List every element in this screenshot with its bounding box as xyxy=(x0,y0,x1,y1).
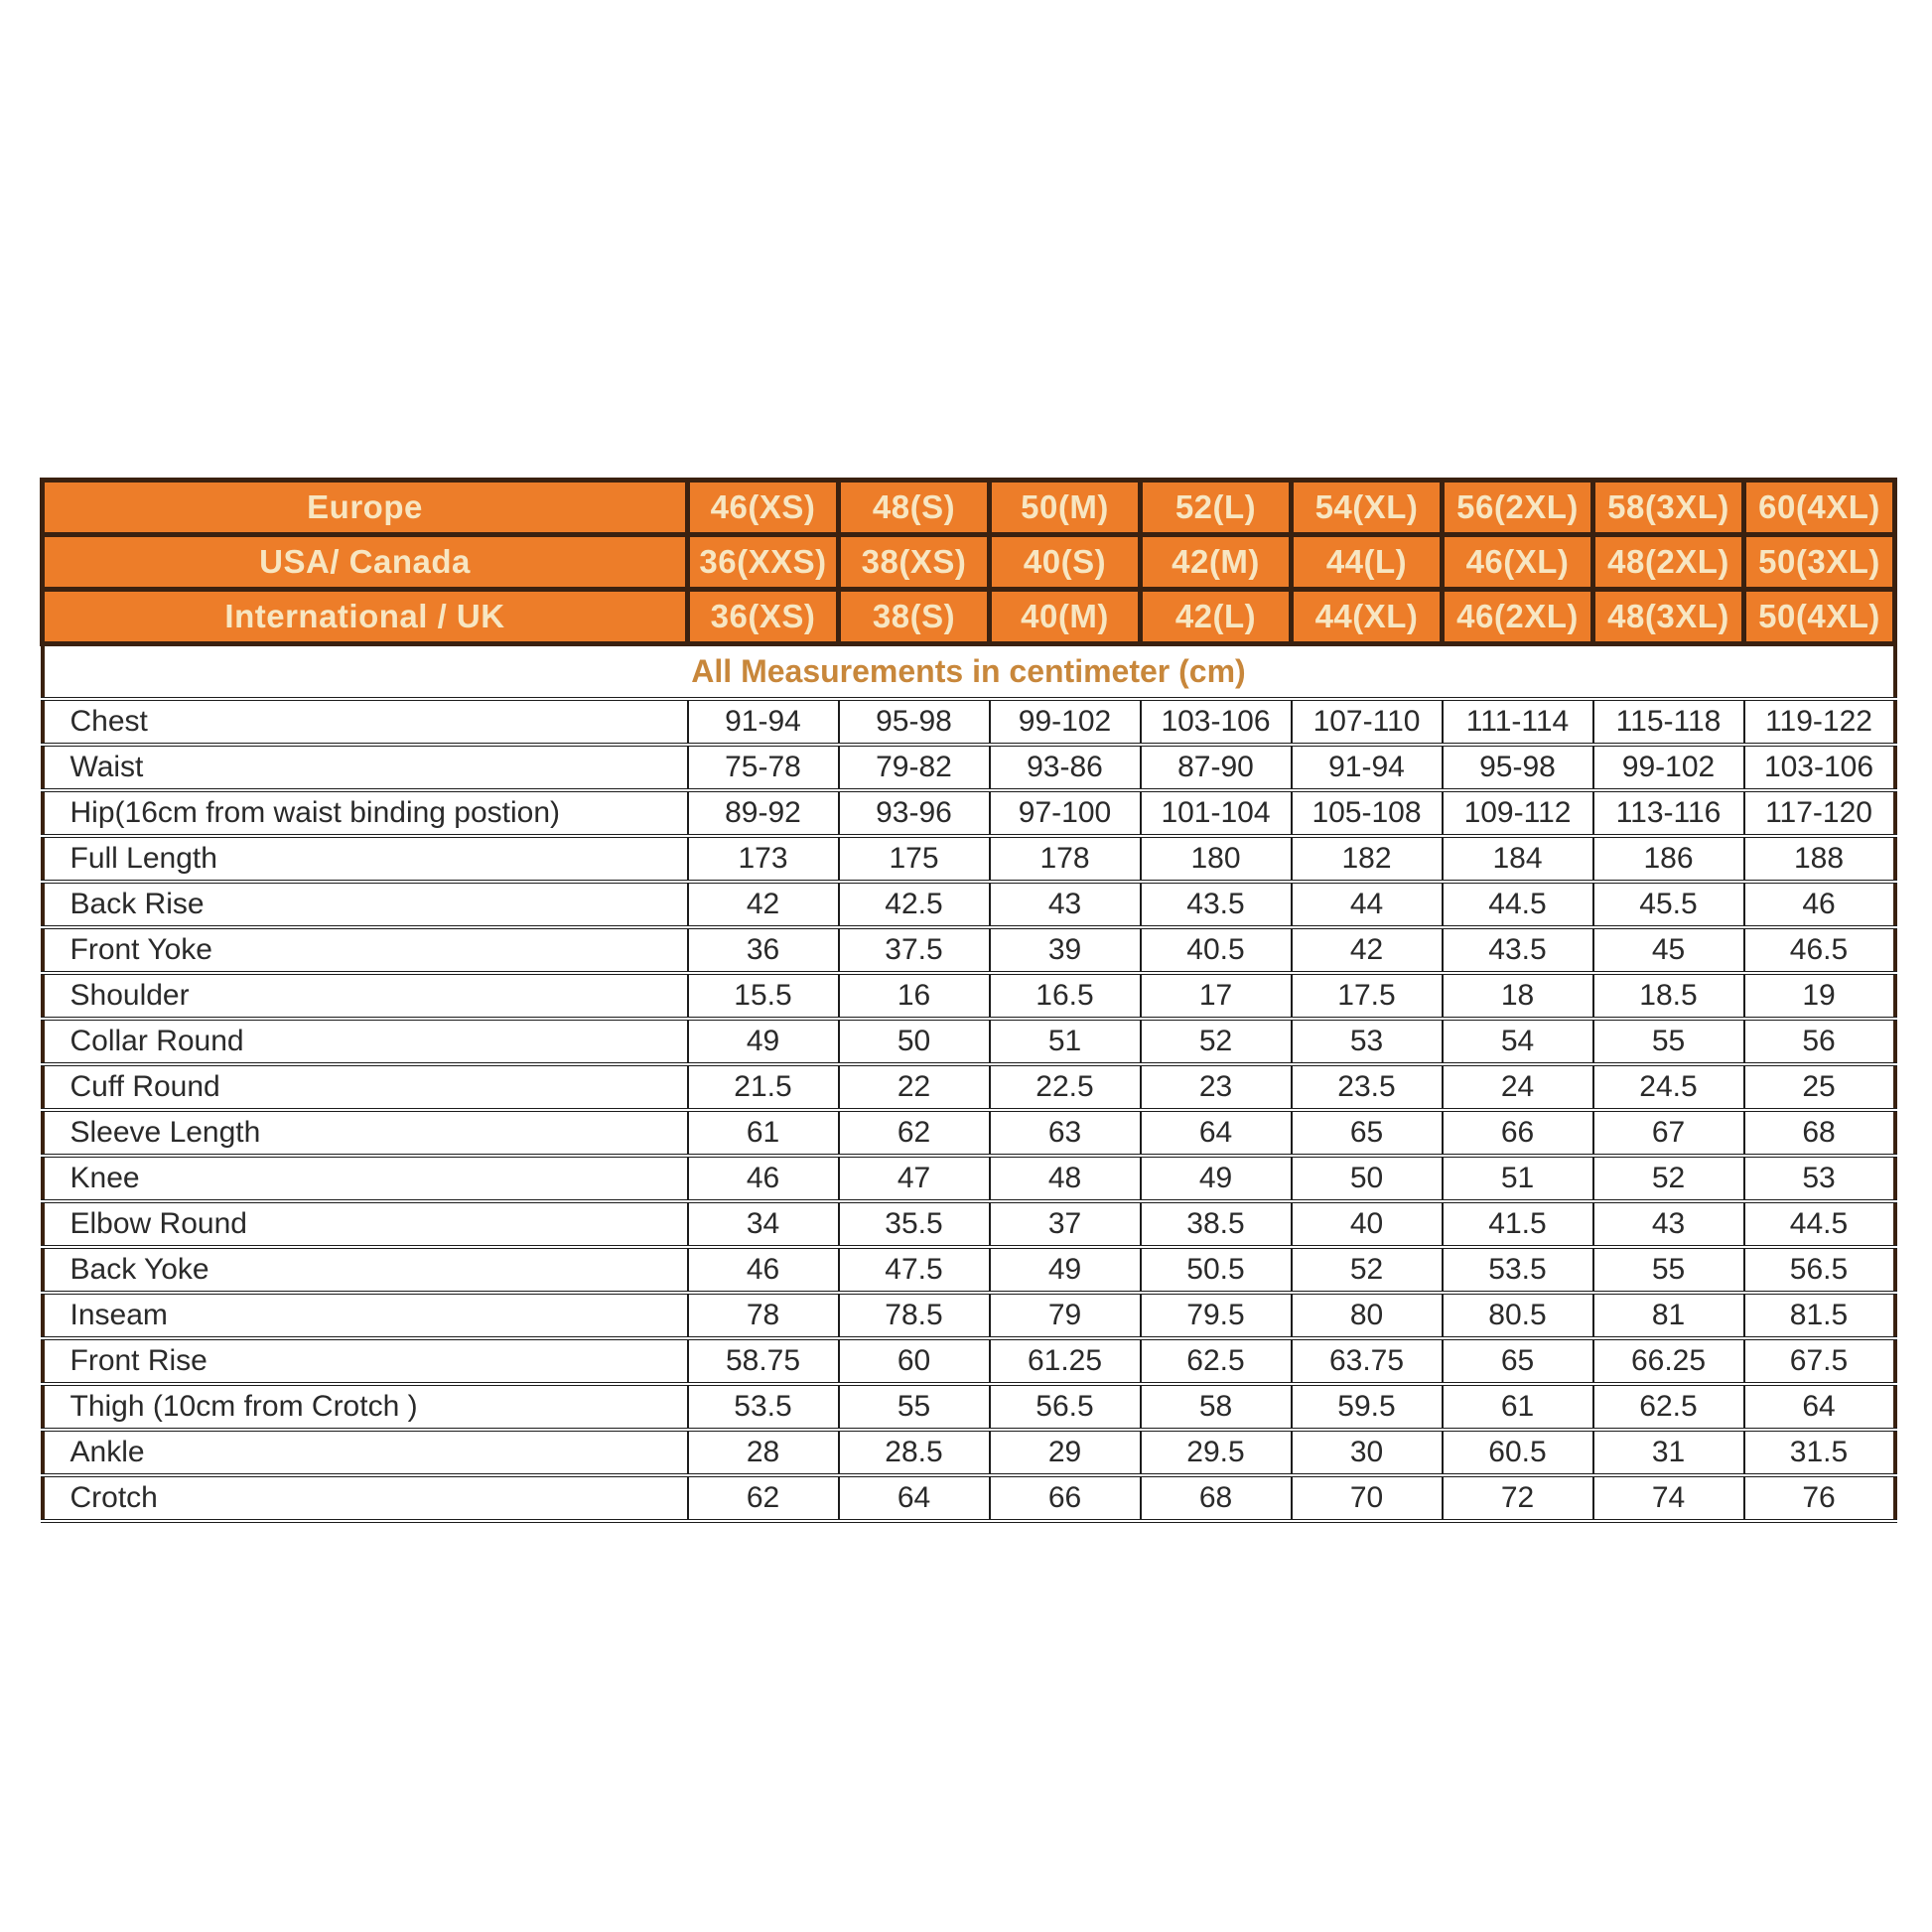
value-cell: 64 xyxy=(1744,1384,1895,1430)
value-cell: 80 xyxy=(1292,1293,1443,1338)
measurement-label: Sleeve Length xyxy=(43,1110,688,1156)
value-cell: 24 xyxy=(1443,1064,1593,1110)
value-cell: 28.5 xyxy=(839,1430,990,1475)
value-cell: 37 xyxy=(990,1201,1141,1247)
value-cell: 111-114 xyxy=(1443,699,1593,745)
size-cell: 36(XXS) xyxy=(688,535,839,590)
value-cell: 91-94 xyxy=(1292,745,1443,790)
value-cell: 18.5 xyxy=(1593,973,1744,1019)
value-cell: 36 xyxy=(688,927,839,973)
region-label: International / UK xyxy=(43,590,688,644)
value-cell: 53.5 xyxy=(1443,1247,1593,1293)
table-row xyxy=(43,1384,1895,1430)
size-cell: 56(2XL) xyxy=(1443,481,1593,535)
size-header-row xyxy=(43,535,1895,590)
table-row xyxy=(43,1475,1895,1521)
size-cell: 50(4XL) xyxy=(1744,590,1895,644)
value-cell: 55 xyxy=(839,1384,990,1430)
size-cell: 48(3XL) xyxy=(1593,590,1744,644)
value-cell: 39 xyxy=(990,927,1141,973)
value-cell: 47 xyxy=(839,1156,990,1201)
value-cell: 31.5 xyxy=(1744,1430,1895,1475)
value-cell: 175 xyxy=(839,836,990,882)
measurement-label: Hip(16cm from waist binding postion) xyxy=(43,790,688,836)
value-cell: 101-104 xyxy=(1141,790,1292,836)
measurement-label: Collar Round xyxy=(43,1019,688,1064)
size-cell: 46(XS) xyxy=(688,481,839,535)
value-cell: 60.5 xyxy=(1443,1430,1593,1475)
value-cell: 182 xyxy=(1292,836,1443,882)
size-cell: 50(M) xyxy=(990,481,1141,535)
measurement-label: Crotch xyxy=(43,1475,688,1521)
value-cell: 40.5 xyxy=(1141,927,1292,973)
value-cell: 62.5 xyxy=(1141,1338,1292,1384)
measurement-label: Cuff Round xyxy=(43,1064,688,1110)
region-label: USA/ Canada xyxy=(43,535,688,590)
measurement-label: Full Length xyxy=(43,836,688,882)
measurement-label: Back Rise xyxy=(43,882,688,927)
value-cell: 67 xyxy=(1593,1110,1744,1156)
table-row xyxy=(43,1019,1895,1064)
size-header-row xyxy=(43,590,1895,644)
value-cell: 180 xyxy=(1141,836,1292,882)
size-cell: 38(XS) xyxy=(839,535,990,590)
value-cell: 29 xyxy=(990,1430,1141,1475)
value-cell: 93-86 xyxy=(990,745,1141,790)
value-cell: 51 xyxy=(990,1019,1141,1064)
value-cell: 62.5 xyxy=(1593,1384,1744,1430)
value-cell: 45 xyxy=(1593,927,1744,973)
value-cell: 119-122 xyxy=(1744,699,1895,745)
value-cell: 23.5 xyxy=(1292,1064,1443,1110)
measurement-label: Ankle xyxy=(43,1430,688,1475)
value-cell: 68 xyxy=(1744,1110,1895,1156)
measurement-label: Knee xyxy=(43,1156,688,1201)
value-cell: 43 xyxy=(990,882,1141,927)
value-cell: 66.25 xyxy=(1593,1338,1744,1384)
table-row xyxy=(43,882,1895,927)
value-cell: 16 xyxy=(839,973,990,1019)
value-cell: 78.5 xyxy=(839,1293,990,1338)
value-cell: 22 xyxy=(839,1064,990,1110)
value-cell: 87-90 xyxy=(1141,745,1292,790)
size-chart-table xyxy=(40,478,1897,1523)
value-cell: 56.5 xyxy=(1744,1247,1895,1293)
value-cell: 58 xyxy=(1141,1384,1292,1430)
size-cell: 52(L) xyxy=(1141,481,1292,535)
measurement-label: Shoulder xyxy=(43,973,688,1019)
value-cell: 65 xyxy=(1443,1338,1593,1384)
value-cell: 37.5 xyxy=(839,927,990,973)
measurement-label: Elbow Round xyxy=(43,1201,688,1247)
value-cell: 23 xyxy=(1141,1064,1292,1110)
value-cell: 30 xyxy=(1292,1430,1443,1475)
value-cell: 91-94 xyxy=(688,699,839,745)
value-cell: 63 xyxy=(990,1110,1141,1156)
size-chart xyxy=(40,478,1892,1523)
size-cell: 40(M) xyxy=(990,590,1141,644)
table-row xyxy=(43,1201,1895,1247)
table-row xyxy=(43,790,1895,836)
measurement-label: Back Yoke xyxy=(43,1247,688,1293)
value-cell: 25 xyxy=(1744,1064,1895,1110)
value-cell: 46.5 xyxy=(1744,927,1895,973)
value-cell: 34 xyxy=(688,1201,839,1247)
value-cell: 46 xyxy=(688,1247,839,1293)
value-cell: 43.5 xyxy=(1443,927,1593,973)
measurement-label: Inseam xyxy=(43,1293,688,1338)
size-cell: 44(L) xyxy=(1292,535,1443,590)
measurement-label: Waist xyxy=(43,745,688,790)
value-cell: 19 xyxy=(1744,973,1895,1019)
value-cell: 44 xyxy=(1292,882,1443,927)
value-cell: 186 xyxy=(1593,836,1744,882)
value-cell: 188 xyxy=(1744,836,1895,882)
size-cell: 38(S) xyxy=(839,590,990,644)
value-cell: 52 xyxy=(1292,1247,1443,1293)
size-cell: 48(2XL) xyxy=(1593,535,1744,590)
value-cell: 184 xyxy=(1443,836,1593,882)
value-cell: 40 xyxy=(1292,1201,1443,1247)
value-cell: 55 xyxy=(1593,1247,1744,1293)
value-cell: 49 xyxy=(688,1019,839,1064)
value-cell: 16.5 xyxy=(990,973,1141,1019)
value-cell: 53 xyxy=(1292,1019,1443,1064)
table-row xyxy=(43,927,1895,973)
value-cell: 43 xyxy=(1593,1201,1744,1247)
value-cell: 79.5 xyxy=(1141,1293,1292,1338)
value-cell: 56 xyxy=(1744,1019,1895,1064)
size-cell: 46(XL) xyxy=(1443,535,1593,590)
value-cell: 65 xyxy=(1292,1110,1443,1156)
size-cell: 60(4XL) xyxy=(1744,481,1895,535)
value-cell: 109-112 xyxy=(1443,790,1593,836)
value-cell: 75-78 xyxy=(688,745,839,790)
value-cell: 63.75 xyxy=(1292,1338,1443,1384)
value-cell: 113-116 xyxy=(1593,790,1744,836)
value-cell: 42.5 xyxy=(839,882,990,927)
value-cell: 56.5 xyxy=(990,1384,1141,1430)
value-cell: 103-106 xyxy=(1141,699,1292,745)
value-cell: 51 xyxy=(1443,1156,1593,1201)
value-cell: 41.5 xyxy=(1443,1201,1593,1247)
value-cell: 93-96 xyxy=(839,790,990,836)
value-cell: 31 xyxy=(1593,1430,1744,1475)
value-cell: 70 xyxy=(1292,1475,1443,1521)
value-cell: 55 xyxy=(1593,1019,1744,1064)
value-cell: 42 xyxy=(1292,927,1443,973)
size-cell: 58(3XL) xyxy=(1593,481,1744,535)
table-row xyxy=(43,1430,1895,1475)
value-cell: 53 xyxy=(1744,1156,1895,1201)
value-cell: 46 xyxy=(1744,882,1895,927)
value-cell: 173 xyxy=(688,836,839,882)
value-cell: 79-82 xyxy=(839,745,990,790)
value-cell: 59.5 xyxy=(1292,1384,1443,1430)
value-cell: 45.5 xyxy=(1593,882,1744,927)
value-cell: 17.5 xyxy=(1292,973,1443,1019)
value-cell: 50 xyxy=(1292,1156,1443,1201)
measurement-label: Thigh (10cm from Crotch ) xyxy=(43,1384,688,1430)
value-cell: 64 xyxy=(1141,1110,1292,1156)
table-row xyxy=(43,1293,1895,1338)
table-row xyxy=(43,1156,1895,1201)
value-cell: 52 xyxy=(1141,1019,1292,1064)
value-cell: 68 xyxy=(1141,1475,1292,1521)
measurement-label: Front Yoke xyxy=(43,927,688,973)
value-cell: 89-92 xyxy=(688,790,839,836)
value-cell: 49 xyxy=(990,1247,1141,1293)
measurement-note-row xyxy=(43,644,1895,700)
table-row xyxy=(43,1247,1895,1293)
size-cell: 46(2XL) xyxy=(1443,590,1593,644)
table-row xyxy=(43,1110,1895,1156)
table-row xyxy=(43,699,1895,745)
value-cell: 46 xyxy=(688,1156,839,1201)
value-cell: 95-98 xyxy=(839,699,990,745)
table-row xyxy=(43,973,1895,1019)
value-cell: 44.5 xyxy=(1443,882,1593,927)
size-cell: 40(S) xyxy=(990,535,1141,590)
size-cell: 54(XL) xyxy=(1292,481,1443,535)
value-cell: 44.5 xyxy=(1744,1201,1895,1247)
value-cell: 50 xyxy=(839,1019,990,1064)
value-cell: 107-110 xyxy=(1292,699,1443,745)
value-cell: 28 xyxy=(688,1430,839,1475)
value-cell: 24.5 xyxy=(1593,1064,1744,1110)
value-cell: 66 xyxy=(990,1475,1141,1521)
value-cell: 48 xyxy=(990,1156,1141,1201)
value-cell: 38.5 xyxy=(1141,1201,1292,1247)
value-cell: 49 xyxy=(1141,1156,1292,1201)
value-cell: 50.5 xyxy=(1141,1247,1292,1293)
value-cell: 105-108 xyxy=(1292,790,1443,836)
size-cell: 50(3XL) xyxy=(1744,535,1895,590)
value-cell: 62 xyxy=(688,1475,839,1521)
value-cell: 81.5 xyxy=(1744,1293,1895,1338)
value-cell: 61 xyxy=(688,1110,839,1156)
value-cell: 97-100 xyxy=(990,790,1141,836)
measurement-label: Chest xyxy=(43,699,688,745)
value-cell: 35.5 xyxy=(839,1201,990,1247)
value-cell: 79 xyxy=(990,1293,1141,1338)
value-cell: 115-118 xyxy=(1593,699,1744,745)
value-cell: 53.5 xyxy=(688,1384,839,1430)
value-cell: 61.25 xyxy=(990,1338,1141,1384)
value-cell: 81 xyxy=(1593,1293,1744,1338)
value-cell: 66 xyxy=(1443,1110,1593,1156)
value-cell: 29.5 xyxy=(1141,1430,1292,1475)
value-cell: 47.5 xyxy=(839,1247,990,1293)
size-cell: 42(L) xyxy=(1141,590,1292,644)
table-row xyxy=(43,1064,1895,1110)
value-cell: 58.75 xyxy=(688,1338,839,1384)
size-cell: 36(XS) xyxy=(688,590,839,644)
value-cell: 61 xyxy=(1443,1384,1593,1430)
value-cell: 22.5 xyxy=(990,1064,1141,1110)
value-cell: 64 xyxy=(839,1475,990,1521)
value-cell: 74 xyxy=(1593,1475,1744,1521)
region-label: Europe xyxy=(43,481,688,535)
value-cell: 52 xyxy=(1593,1156,1744,1201)
table-row xyxy=(43,745,1895,790)
size-cell: 48(S) xyxy=(839,481,990,535)
value-cell: 95-98 xyxy=(1443,745,1593,790)
value-cell: 42 xyxy=(688,882,839,927)
size-header-row xyxy=(43,481,1895,535)
size-cell: 44(XL) xyxy=(1292,590,1443,644)
value-cell: 76 xyxy=(1744,1475,1895,1521)
table-row xyxy=(43,1338,1895,1384)
value-cell: 15.5 xyxy=(688,973,839,1019)
value-cell: 117-120 xyxy=(1744,790,1895,836)
value-cell: 17 xyxy=(1141,973,1292,1019)
value-cell: 43.5 xyxy=(1141,882,1292,927)
measurement-note: All Measurements in centimeter (cm) xyxy=(43,644,1895,700)
measurement-label: Front Rise xyxy=(43,1338,688,1384)
value-cell: 18 xyxy=(1443,973,1593,1019)
value-cell: 103-106 xyxy=(1744,745,1895,790)
value-cell: 99-102 xyxy=(990,699,1141,745)
value-cell: 60 xyxy=(839,1338,990,1384)
table-row xyxy=(43,836,1895,882)
value-cell: 80.5 xyxy=(1443,1293,1593,1338)
value-cell: 178 xyxy=(990,836,1141,882)
value-cell: 54 xyxy=(1443,1019,1593,1064)
value-cell: 67.5 xyxy=(1744,1338,1895,1384)
size-cell: 42(M) xyxy=(1141,535,1292,590)
value-cell: 72 xyxy=(1443,1475,1593,1521)
value-cell: 21.5 xyxy=(688,1064,839,1110)
value-cell: 78 xyxy=(688,1293,839,1338)
value-cell: 62 xyxy=(839,1110,990,1156)
value-cell: 99-102 xyxy=(1593,745,1744,790)
